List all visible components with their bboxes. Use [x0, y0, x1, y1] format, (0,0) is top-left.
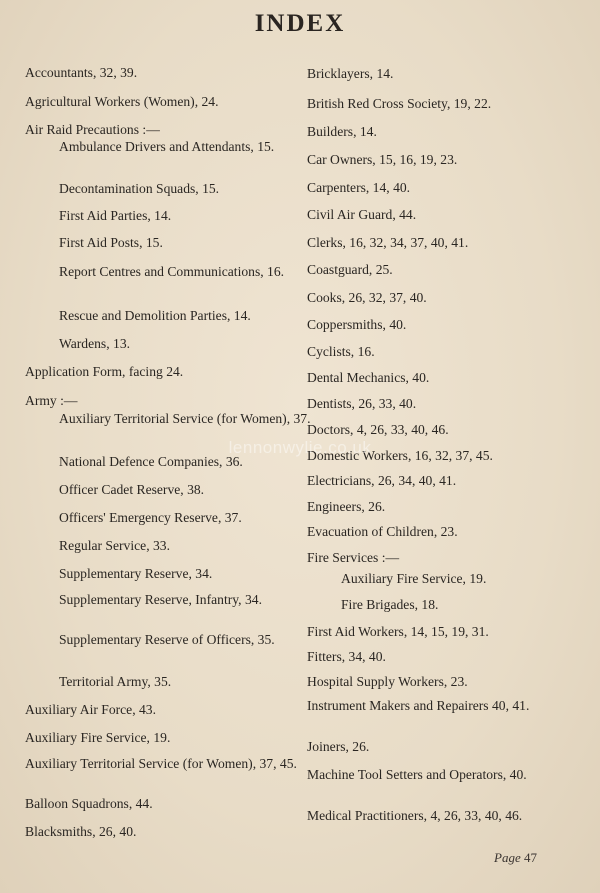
index-entry: British Red Cross Society, 19, 22.	[307, 96, 492, 111]
index-entry: Instrument Makers and Repairers 40, 41.	[307, 698, 530, 713]
index-entry: Car Owners, 15, 16, 19, 23.	[307, 152, 458, 167]
index-subentry: Supplementary Reserve, Infantry, 34.	[59, 592, 262, 607]
index-entry: Electricians, 26, 34, 40, 41.	[307, 473, 457, 488]
index-entry: Hospital Supply Workers, 23.	[307, 674, 468, 689]
page-label: Page	[494, 850, 521, 865]
index-entry: Bricklayers, 14.	[307, 66, 394, 81]
index-entry: Fitters, 34, 40.	[307, 649, 386, 664]
page-title: INDEX	[254, 10, 346, 37]
index-subentry: National Defence Companies, 36.	[59, 454, 243, 469]
page-number: 47	[523, 850, 537, 865]
watermark: lennonwylie.co.uk	[228, 438, 372, 457]
index-entry: Application Form, facing 24.	[25, 364, 184, 379]
index-subentry: Wardens, 13.	[59, 336, 131, 351]
index-subentry: Rescue and Demolition Parties, 14.	[59, 308, 251, 323]
index-subentry: Auxiliary Territorial Service (for Women), 37.	[59, 411, 311, 426]
index-entry: Fire Services :—	[307, 550, 400, 565]
index-subentry: Officers' Emergency Reserve, 37.	[59, 510, 242, 525]
index-entry: Doctors, 4, 26, 33, 40, 46.	[307, 422, 449, 437]
index-entry: Engineers, 26.	[307, 499, 386, 514]
index-entry: Cyclists, 16.	[307, 344, 375, 359]
index-subentry: Fire Brigades, 18.	[341, 597, 439, 612]
index-subentry: Territorial Army, 35.	[59, 674, 172, 689]
index-entry: Coastguard, 25.	[307, 262, 393, 277]
index-subentry: First Aid Posts, 15.	[59, 235, 163, 250]
index-entry: Builders, 14.	[307, 124, 377, 139]
index-subentry: Report Centres and Communications, 16.	[59, 264, 285, 279]
index-entry: Dental Mechanics, 40.	[307, 370, 430, 385]
index-entry: Army :—	[25, 393, 78, 408]
index-entry: Medical Practitioners, 4, 26, 33, 40, 46.	[307, 808, 523, 823]
index-entry: Agricultural Workers (Women), 24.	[25, 94, 219, 109]
index-subentry: Regular Service, 33.	[59, 538, 170, 553]
index-subentry: Supplementary Reserve, 34.	[59, 566, 213, 581]
index-entry: Blacksmiths, 26, 40.	[25, 824, 137, 839]
index-entry: Auxiliary Territorial Service (for Women), 37, 45.	[25, 756, 297, 771]
index-subentry: Decontamination Squads, 15.	[59, 181, 220, 196]
index-subentry: Officer Cadet Reserve, 38.	[59, 482, 205, 497]
index-subentry: Auxiliary Fire Service, 19.	[341, 571, 487, 586]
index-entry: Dentists, 26, 33, 40.	[307, 396, 417, 411]
index-entry: Cooks, 26, 32, 37, 40.	[307, 290, 427, 305]
index-entry: Civil Air Guard, 44.	[307, 207, 417, 222]
page-footer	[494, 850, 537, 866]
index-entry: Auxiliary Fire Service, 19.	[25, 730, 171, 745]
index-subentry: Ambulance Drivers and Attendants, 15.	[59, 139, 275, 154]
index-entry: Balloon Squadrons, 44.	[25, 796, 153, 811]
index-subentry: Supplementary Reserve of Officers, 35.	[59, 632, 275, 647]
index-entry: Domestic Workers, 16, 32, 37, 45.	[307, 448, 493, 463]
index-entry: Air Raid Precautions :—	[25, 122, 160, 137]
index-entry: Accountants, 32, 39.	[25, 65, 138, 80]
index-entry: Carpenters, 14, 40.	[307, 180, 411, 195]
index-entry: Auxiliary Air Force, 43.	[25, 702, 157, 717]
index-entry: Coppersmiths, 40.	[307, 317, 407, 332]
index-subentry: First Aid Parties, 14.	[59, 208, 172, 223]
index-entry: Machine Tool Setters and Operators, 40.	[307, 767, 527, 782]
index-entry: First Aid Workers, 14, 15, 19, 31.	[307, 624, 489, 639]
index-entry: Evacuation of Children, 23.	[307, 524, 458, 539]
index-entry: Clerks, 16, 32, 34, 37, 40, 41.	[307, 235, 469, 250]
index-entry: Joiners, 26.	[307, 739, 370, 754]
